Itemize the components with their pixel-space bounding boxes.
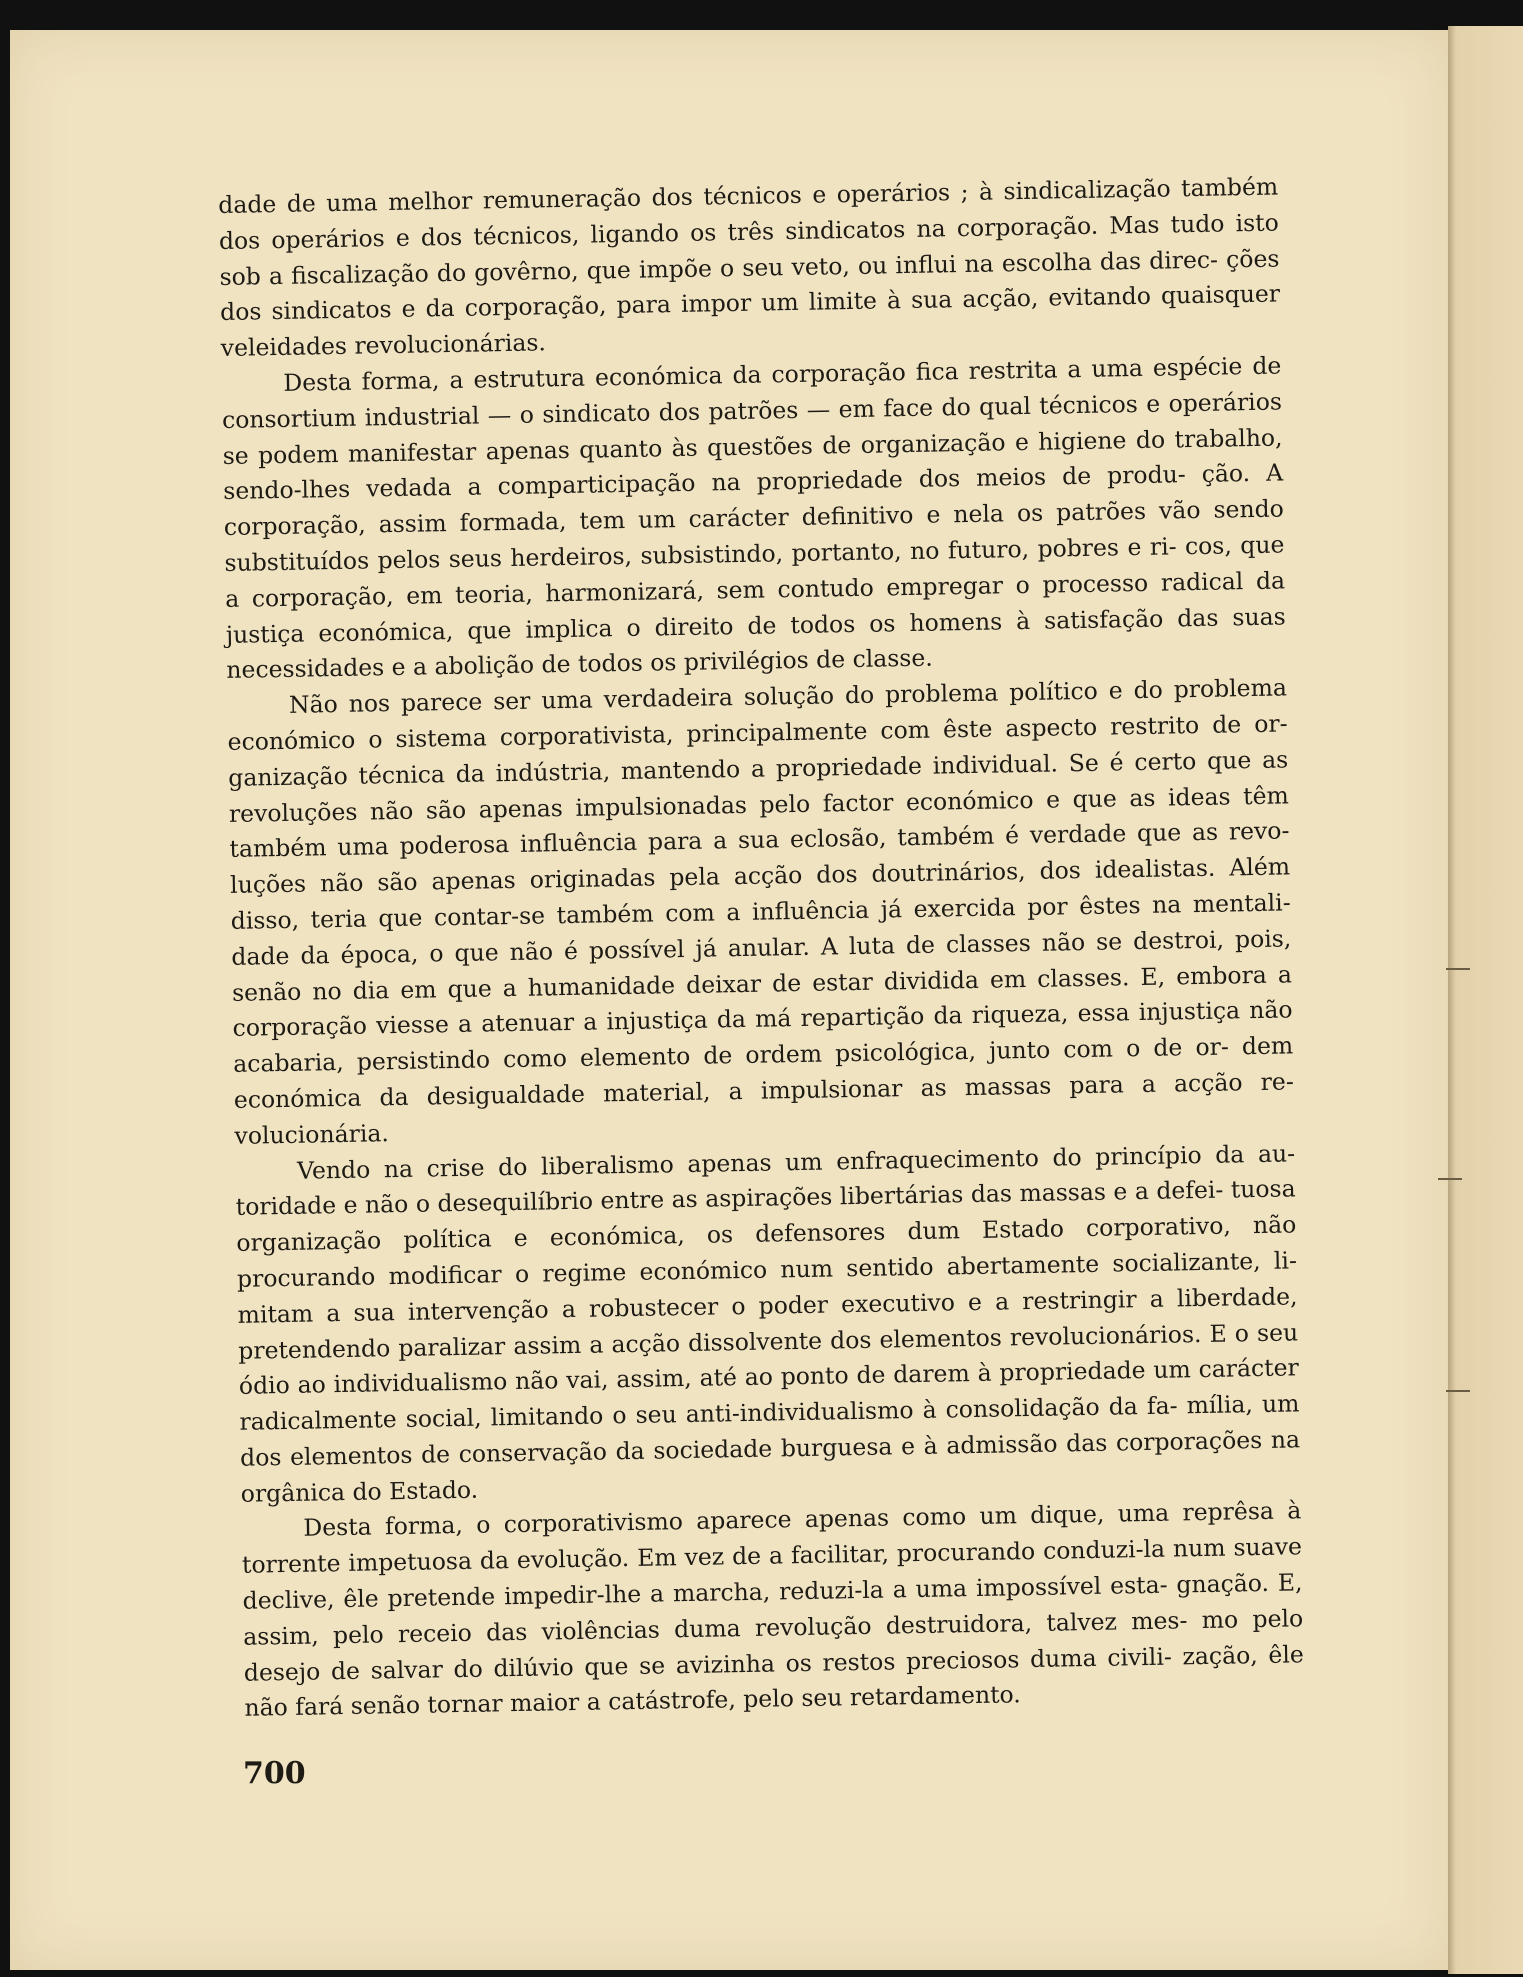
page-number: 700 [243, 1756, 306, 1791]
paragraph: Desta forma, o corporativismo aparece apenas como um dique, uma reprêsa à torrente impetuosa da evolução. Em vez de a facilitar, procurando conduzi-la num suave declive, êle pretende impedir-lhe a marcha, reduzi-la a uma impossível esta- gnação. E, assim, pelo receio das violências duma revolução destruidora, talvez mes- mo pelo desejo de salvar do dilúvio que se avizinha os restos preciosos duma civili- zação, êle não fará senão tornar maior a catástrofe, pelo seu retardamento. [241, 1496, 1304, 1723]
margin-mark [1446, 1390, 1470, 1392]
paragraph: Desta forma, a estrutura económica da corporação fica restrita a uma espécie de consortium industrial — o sindicato dos patrões — em face do qual técnicos e operários se podem manifestar apenas quanto às questões de organização e higiene do trabalho, sendo-lhes vedada a comparticipação na propriedade dos meios de produ- ção. A corporação, assim formada, tem um carácter definitivo e nela os patrões vão sendo substituídos pelos seus herdeiros, subsistindo, portanto, no futuro, pobres e ri- cos, que a corporação, em teoria, harmonizará, sem contudo empregar o processo radical da justiça económica, que implica o direito de todos os homens à satisfação das suas necessidades e a abolição de todos os privilégios de classe. [221, 351, 1286, 685]
paragraph: Não nos parece ser uma verdadeira solução do problema político e do problema económico o sistema corporativista, principalmente com êste aspecto restrito de or- ganização técnica da indústria, mantendo a propriedade individual. Se é certo que as revoluções não são apenas impulsionadas pelo factor económico e que as ideas têm também uma poderosa influência para a sua eclosão, também é verdade que as revo- luções não são apenas originadas pela acção dos doutrinários, dos idealistas. Além disso, teria que contar-se também com a influência já exercida por êstes na mentali- dade da época, o que não é possível já anular. A luta de classes não se destroi, pois, senão no dia em que a humanidade deixar de estar dividida em classes. E, embora a corporação viesse a atenuar a injustiça da má repartição da riqueza, essa injustiça não acabaria, persistindo como elemento de ordem psicológica, junto com o de or- dem económica da desigualdade material, a impulsionar as massas para a acção re- volucionária. [227, 673, 1294, 1150]
paragraph: dade de uma melhor remuneração dos técnicos e operários ; à sindicalização também dos operários e dos técnicos, ligando os três sindicatos na corporação. Mas tudo isto sob a fiscalização do govêrno, que impõe o seu veto, ou influi na escolha das direc- ções dos sindicatos e da corporação, para impor um limite à sua acção, evitando quaisquer veleidades revolucionárias. [218, 172, 1281, 363]
body-text [218, 170, 1305, 1728]
margin-mark [1438, 1178, 1462, 1180]
paragraph: Vendo na crise do liberalismo apenas um enfraquecimento do princípio da au- toridade e não o desequilíbrio entre as aspirações libertárias das massas e a defei- tuosa organização política e económica, os defensores dum Estado corporativo, não procurando modificar o regime económico num sentido abertamente socializante, li- mitam a sua intervenção a robustecer o poder executivo e a restringir a liberdade, pretendendo paralizar assim a acção dissolvente dos elementos revolucionários. E o seu ódio ao individualismo não vai, assim, até ao ponto de darem à propriedade um carácter radicalmente social, limitando o seu anti-individualismo à consolidação da fa- mília, um dos elementos de conservação da sociedade burguesa e à admissão das corporações na orgânica do Estado. [235, 1138, 1301, 1508]
margin-mark [1446, 968, 1470, 970]
adjacent-page-edge [1448, 26, 1523, 1974]
